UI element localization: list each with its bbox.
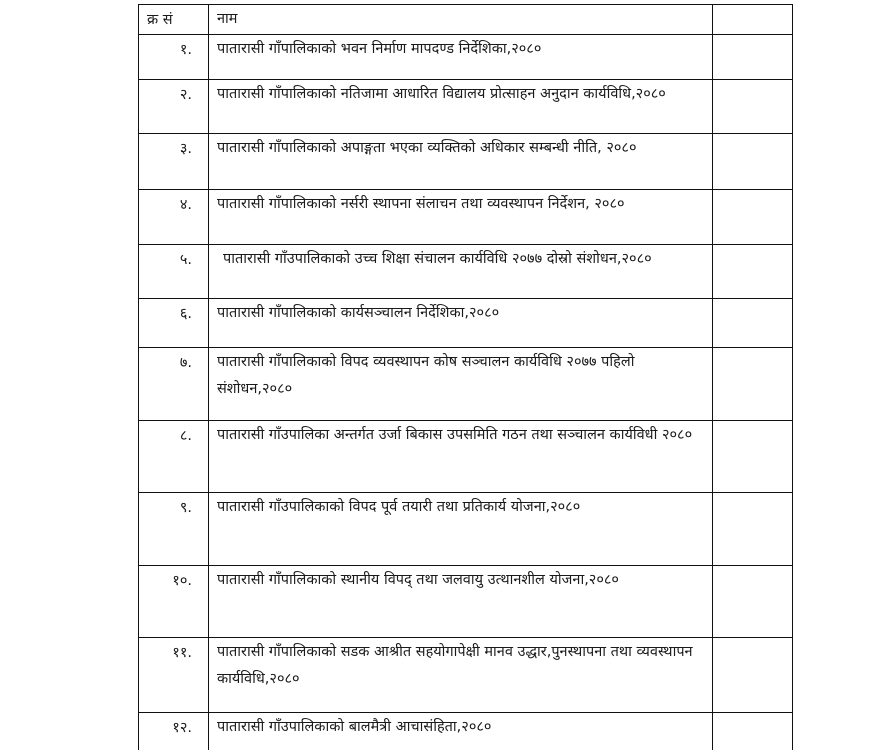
row-extra-cell [713,348,793,421]
table-row [139,35,793,80]
row-serial: ४. [139,190,209,245]
row-name: पातारासी गाँपालिकाको नर्सरी स्थापना संलाचन तथा व्यवस्थापन निर्देशन, २०८० [209,190,713,245]
table-row [139,245,793,299]
row-extra-cell [713,245,793,299]
table-row [139,638,793,713]
row-extra-cell [713,638,793,713]
row-extra-cell [713,80,793,134]
row-name: पातारासी गाँपालिकाको कार्यसञ्चालन निर्देशिका,२०८० [209,299,713,348]
row-serial: १२. [139,713,209,750]
row-serial: १. [139,35,209,80]
table-row [139,134,793,190]
row-extra-cell [713,134,793,190]
row-name: पातारासी गाँउपालिका अन्तर्गत उर्जा बिकास उपसमिति गठन तथा सञ्चालन कार्यविधी २०८० [209,421,713,493]
row-serial: २. [139,80,209,134]
row-extra-cell [713,35,793,80]
row-extra-cell [713,421,793,493]
row-name: पातारासी गाँपालिकाको सडक आश्रीत सहयोगापेक्षी मानव उद्धार,पुनस्थापना तथा व्यवस्थापन कार्यविधि,२०८० [209,638,713,713]
table-row [139,80,793,134]
row-name: पातारासी गाँपालिकाको भवन निर्माण मापदण्ड निर्देशिका,२०८० [209,35,713,80]
row-name: पातारासी गाँउपालिकाको उच्च शिक्षा संचालन कार्यविधि २०७७ दोस्रो संशोधन,२०८० [209,245,713,299]
header-extra-cell [713,5,793,35]
table-row [139,348,793,421]
table-row [139,299,793,348]
row-extra-cell [713,190,793,245]
row-extra-cell [713,566,793,638]
row-serial: ६. [139,299,209,348]
table-row [139,713,793,750]
row-serial: ११. [139,638,209,713]
row-extra-cell [713,299,793,348]
table-header-row [139,5,793,35]
row-serial: ८. [139,421,209,493]
row-serial: ३. [139,134,209,190]
header-serial: क्र सं [139,5,209,35]
table-row [139,493,793,566]
row-name: पातारासी गाँपालिकाको अपाङ्गता भएका व्यक्तिको अधिकार सम्बन्धी नीति, २०८० [209,134,713,190]
table-row [139,566,793,638]
row-name: पातारासी गाँपालिकाको नतिजामा आधारित विद्यालय प्रोत्साहन अनुदान कार्यविधि,२०८० [209,80,713,134]
row-name: पातारासी गाँउपालिकाको बालमैत्री आचासंहिता,२०८० [209,713,713,750]
table-row [139,421,793,493]
row-extra-cell [713,493,793,566]
table-row [139,190,793,245]
row-serial: ९. [139,493,209,566]
row-name: पातारासी गाँउपालिकाको विपद पूर्व तयारी तथा प्रतिकार्य योजना,२०८० [209,493,713,566]
row-serial: ५. [139,245,209,299]
header-name: नाम [209,5,713,35]
row-name: पातारासी गाँपालिकाको विपद व्यवस्थापन कोष सञ्चालन कार्यविधि २०७७ पहिलो संशोधन,२०८० [209,348,713,421]
row-name: पातारासी गाँपालिकाको स्थानीय विपद् तथा जलवायु उत्थानशील योजना,२०८० [209,566,713,638]
row-serial: १०. [139,566,209,638]
documents-table [138,4,793,750]
row-extra-cell [713,713,793,750]
row-serial: ७. [139,348,209,421]
